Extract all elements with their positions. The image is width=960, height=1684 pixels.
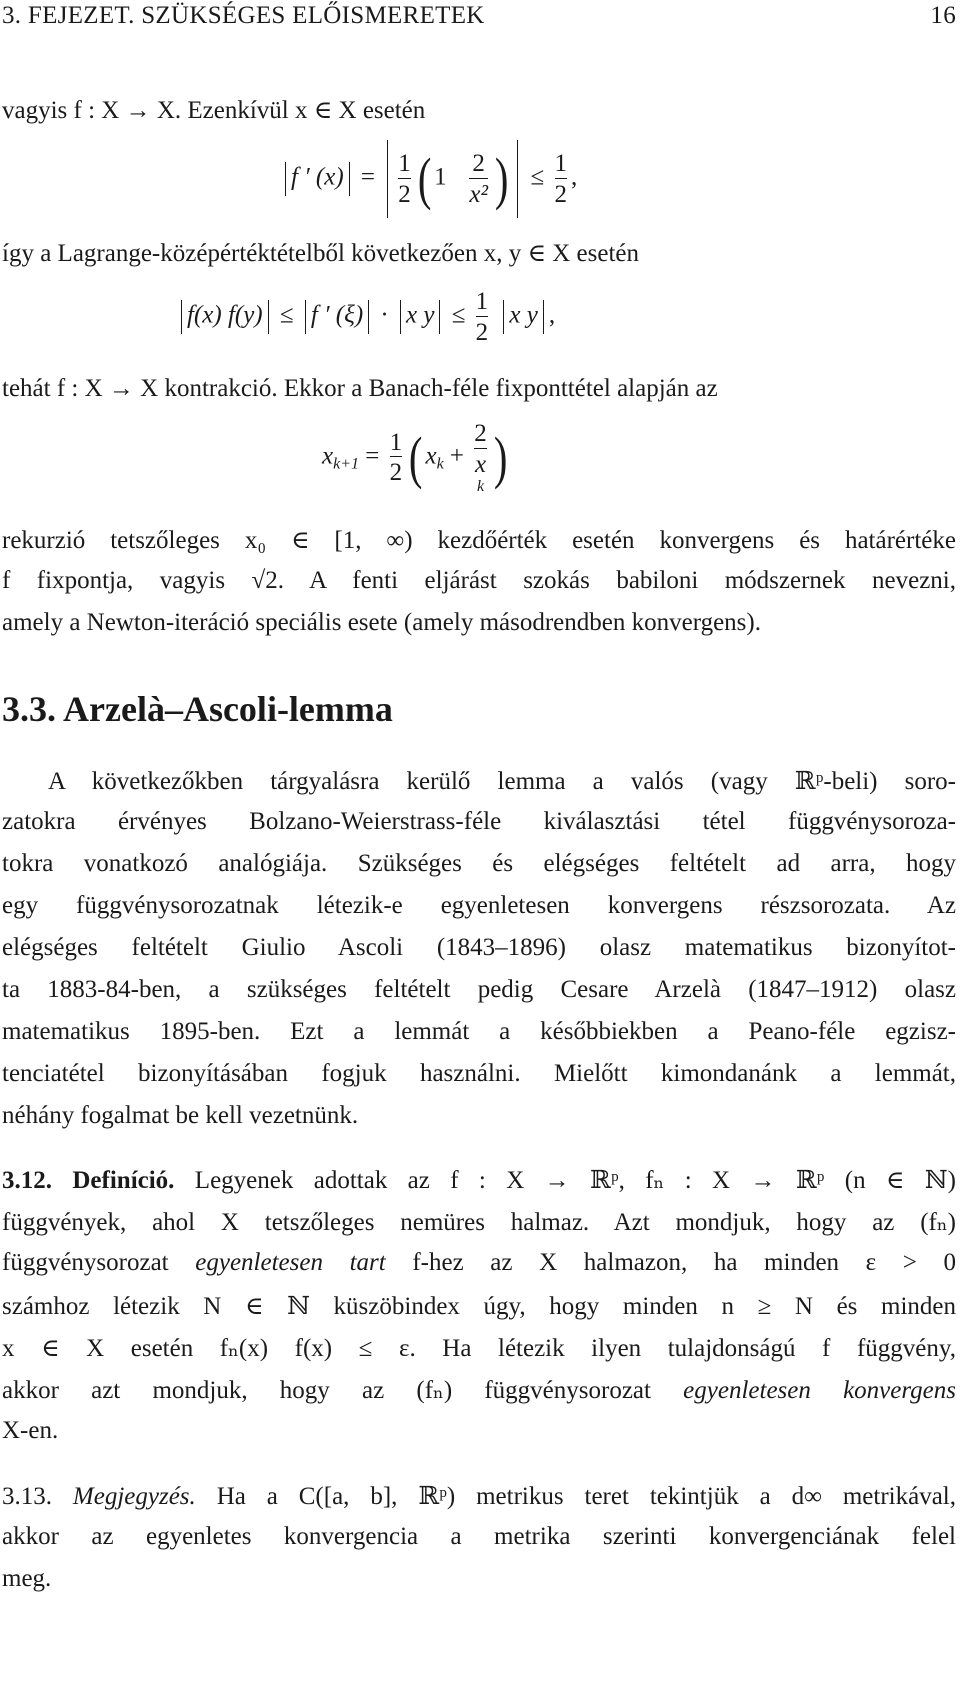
eq3-plus: + <box>449 442 465 470</box>
definition-line-7: X-en. <box>2 1417 59 1444</box>
eq2-b: f ′ (ξ) <box>310 301 364 329</box>
eq1-inner-lead: 1 <box>434 163 447 191</box>
abs-bar <box>368 300 369 334</box>
remark-line-1 <box>2 1481 956 1511</box>
eq1-rhs-frac <box>555 150 568 208</box>
eq1-rhs-num: 1 <box>554 150 568 177</box>
paragraph-2 <box>2 238 956 268</box>
equation-babylonian-recursion <box>322 420 510 496</box>
abs-bar <box>503 300 504 334</box>
abs-bar <box>268 300 269 334</box>
definition-line-1-text: Legyenek adottak az f : X → ℝᵖ, fₙ : X → ℝᵖ (n ∈ ℕ) <box>174 1167 956 1194</box>
running-head <box>2 2 956 30</box>
definition-line-6 <box>2 1375 956 1405</box>
abs-bar <box>517 140 518 218</box>
paragraph-3-line: tehát f : X → X kontrakció. Ekkor a Banach-féle fixponttétel alapján az <box>2 375 718 402</box>
eq1-inner-frac <box>469 150 488 208</box>
paragraph-5-line-3: tokra vonatkozó analógiája. Szükséges és elégséges feltételt ad arra, hogy <box>2 850 956 877</box>
eq1-lhs: f ′ (x) <box>291 163 344 191</box>
eq1-half-num: 1 <box>398 150 411 177</box>
equation-lipschitz <box>176 288 555 346</box>
eq3-x: x <box>425 442 437 470</box>
eq3-x-sub: k <box>436 455 444 473</box>
definition-line-2: függvények, ahol X tetszőleges nemüres halmaz. Azt mondjuk, hogy az (fₙ) <box>2 1209 956 1236</box>
definition-line-6-a: akkor azt mondjuk, hogy az (fₙ) függvénysorozat <box>2 1377 684 1404</box>
remark-line-3: meg. <box>2 1565 52 1592</box>
eq2-c: x y <box>405 301 435 329</box>
chapter-heading: 3. FEJEZET. SZÜKSÉGES ELŐISMERETEK <box>2 2 485 29</box>
paragraph-5-line-7: matematikus 1895-ben. Ezt a lemmát a későbbiekben a Peano-féle egzisz- <box>2 1018 956 1045</box>
remark-line-1-text: Ha a C([a, b], ℝᵖ) metrikus teret tekintjük a d∞ metrikával, <box>195 1483 956 1510</box>
page-number: 16 <box>930 2 956 29</box>
eq2-den: 2 <box>476 316 489 347</box>
eq3-inner-num: 2 <box>474 420 487 447</box>
eq2-leq2: ≤ <box>451 301 466 329</box>
abs-bar <box>285 162 286 196</box>
paragraph-4-line-2: f fixpontja, vagyis √2. A fenti eljárást szokás babiloni módszernek nevezni, <box>2 567 956 594</box>
paragraph-5-line-8: tenciatétel bizonyításában fogjuk használni. Mielőtt kimondanánk a lemmát, <box>2 1060 956 1087</box>
eq1-half-den: 2 <box>398 178 411 209</box>
eq3-lhs: x <box>322 442 334 470</box>
definition-line-4: számhoz létezik N ∈ ℕ küszöbindex úgy, hogy minden n ≥ N és minden <box>2 1293 956 1320</box>
definition-line-3-b: f-hez az X halmazon, ha minden ε > 0 <box>385 1249 957 1276</box>
eq1-half <box>398 150 411 208</box>
paragraph-5-line-9: néhány fogalmat be kell vezetnünk. <box>2 1102 359 1129</box>
paragraph-5-line-2: zatokra érvényes Bolzano-Weierstrass-féle kiválasztási tétel függvénysoroza- <box>2 808 956 835</box>
eq1-inner-den: x² <box>469 178 488 209</box>
eq3-left-paren: ( <box>409 424 423 490</box>
eq3-lhs-sub: k+1 <box>333 455 360 473</box>
eq3-inner-den-x: x <box>474 450 487 478</box>
definition-line-1 <box>2 1165 956 1195</box>
paragraph-1-line: vagyis f : X → X. Ezenkívül x ∈ X esetén <box>2 97 426 124</box>
eq3-den: 2 <box>390 456 403 487</box>
eq2-dot: · <box>380 301 389 329</box>
paragraph-3 <box>2 375 956 403</box>
eq1-left-paren: ( <box>417 146 432 211</box>
definition-line-3-a: függvénysorozat <box>2 1249 196 1276</box>
eq3-inner-den-sub: k <box>476 478 485 495</box>
eq3-right-paren: ) <box>493 424 508 490</box>
definition-line-3 <box>2 1249 956 1277</box>
definition-line-5: x ∈ X esetén fₙ(x) f(x) ≤ ε. Ha létezik ilyen tulajdonságú f függvény, <box>2 1335 956 1362</box>
eq3-inner-frac <box>474 420 487 496</box>
eq1-comma: , <box>571 163 578 191</box>
paragraph-5-line-5: elégséges feltételt Giulio Ascoli (1843–1896) olasz matematikus bizonyítot- <box>2 934 956 961</box>
definition-term-uniform-convergence: egyenletesen tart <box>195 1249 386 1276</box>
eq3-inner-den <box>474 448 487 496</box>
remark-line-2: akkor az egyenletes konvergencia a metrika szerinti konvergenciának felel <box>2 1523 956 1550</box>
abs-bar <box>439 300 440 334</box>
definition-label: 3.12. Definíció. <box>2 1167 175 1194</box>
section-title: 3.3. Arzelà–Ascoli-lemma <box>2 689 393 729</box>
eq2-num: 1 <box>475 288 489 315</box>
abs-bar <box>543 300 544 334</box>
eq2-a: f(x) f(y) <box>187 301 263 329</box>
eq2-leq1: ≤ <box>279 301 294 329</box>
abs-bar <box>349 162 350 196</box>
remark-label-italic: Megjegyzés. <box>52 1483 196 1510</box>
eq1-inner-num: 2 <box>472 150 485 177</box>
eq3-equals: = <box>365 442 380 470</box>
eq1-equals: = <box>360 163 376 191</box>
abs-bar <box>387 140 388 218</box>
paragraph-1 <box>2 95 956 125</box>
paragraph-4-line-1: rekurzió tetszőleges x₀ ∈ [1, ∞) kezdőérték esetén konvergens és határértéke <box>2 527 956 554</box>
paragraph-5-line-1: A következőkben tárgyalásra kerülő lemma a valós (vagy ℝᵖ-beli) soro- <box>48 768 956 795</box>
eq2-half <box>476 288 489 346</box>
paragraph-5-line-4: egy függvénysorozatnak létezik-e egyenletesen konvergens részsorozata. Az <box>2 892 956 919</box>
eq3-num: 1 <box>389 428 403 456</box>
eq1-leq: ≤ <box>530 163 545 191</box>
eq2-comma: , <box>548 301 556 329</box>
paragraph-2-line: így a Lagrange-középértéktételből következően x, y ∈ X esetén <box>2 240 639 267</box>
eq2-d: x y <box>509 301 538 329</box>
eq3-half <box>390 429 403 487</box>
equation-derivative-bound <box>280 140 577 218</box>
eq1-right-paren: ) <box>494 146 509 211</box>
abs-bar <box>181 300 182 334</box>
abs-bar <box>400 300 401 334</box>
remark-label: 3.13. <box>2 1483 52 1510</box>
eq1-rhs-den: 2 <box>555 178 568 209</box>
definition-term-uniformly-convergent: egyenletesen konvergens <box>683 1377 956 1404</box>
paragraph-5-line-6: ta 1883-84-ben, a szükséges feltételt pedig Cesare Arzelà (1847–1912) olasz <box>2 976 956 1003</box>
paragraph-4-line-3: amely a Newton-iteráció speciális esete (amely másodrendben konvergens). <box>2 609 761 636</box>
abs-bar <box>305 300 306 334</box>
